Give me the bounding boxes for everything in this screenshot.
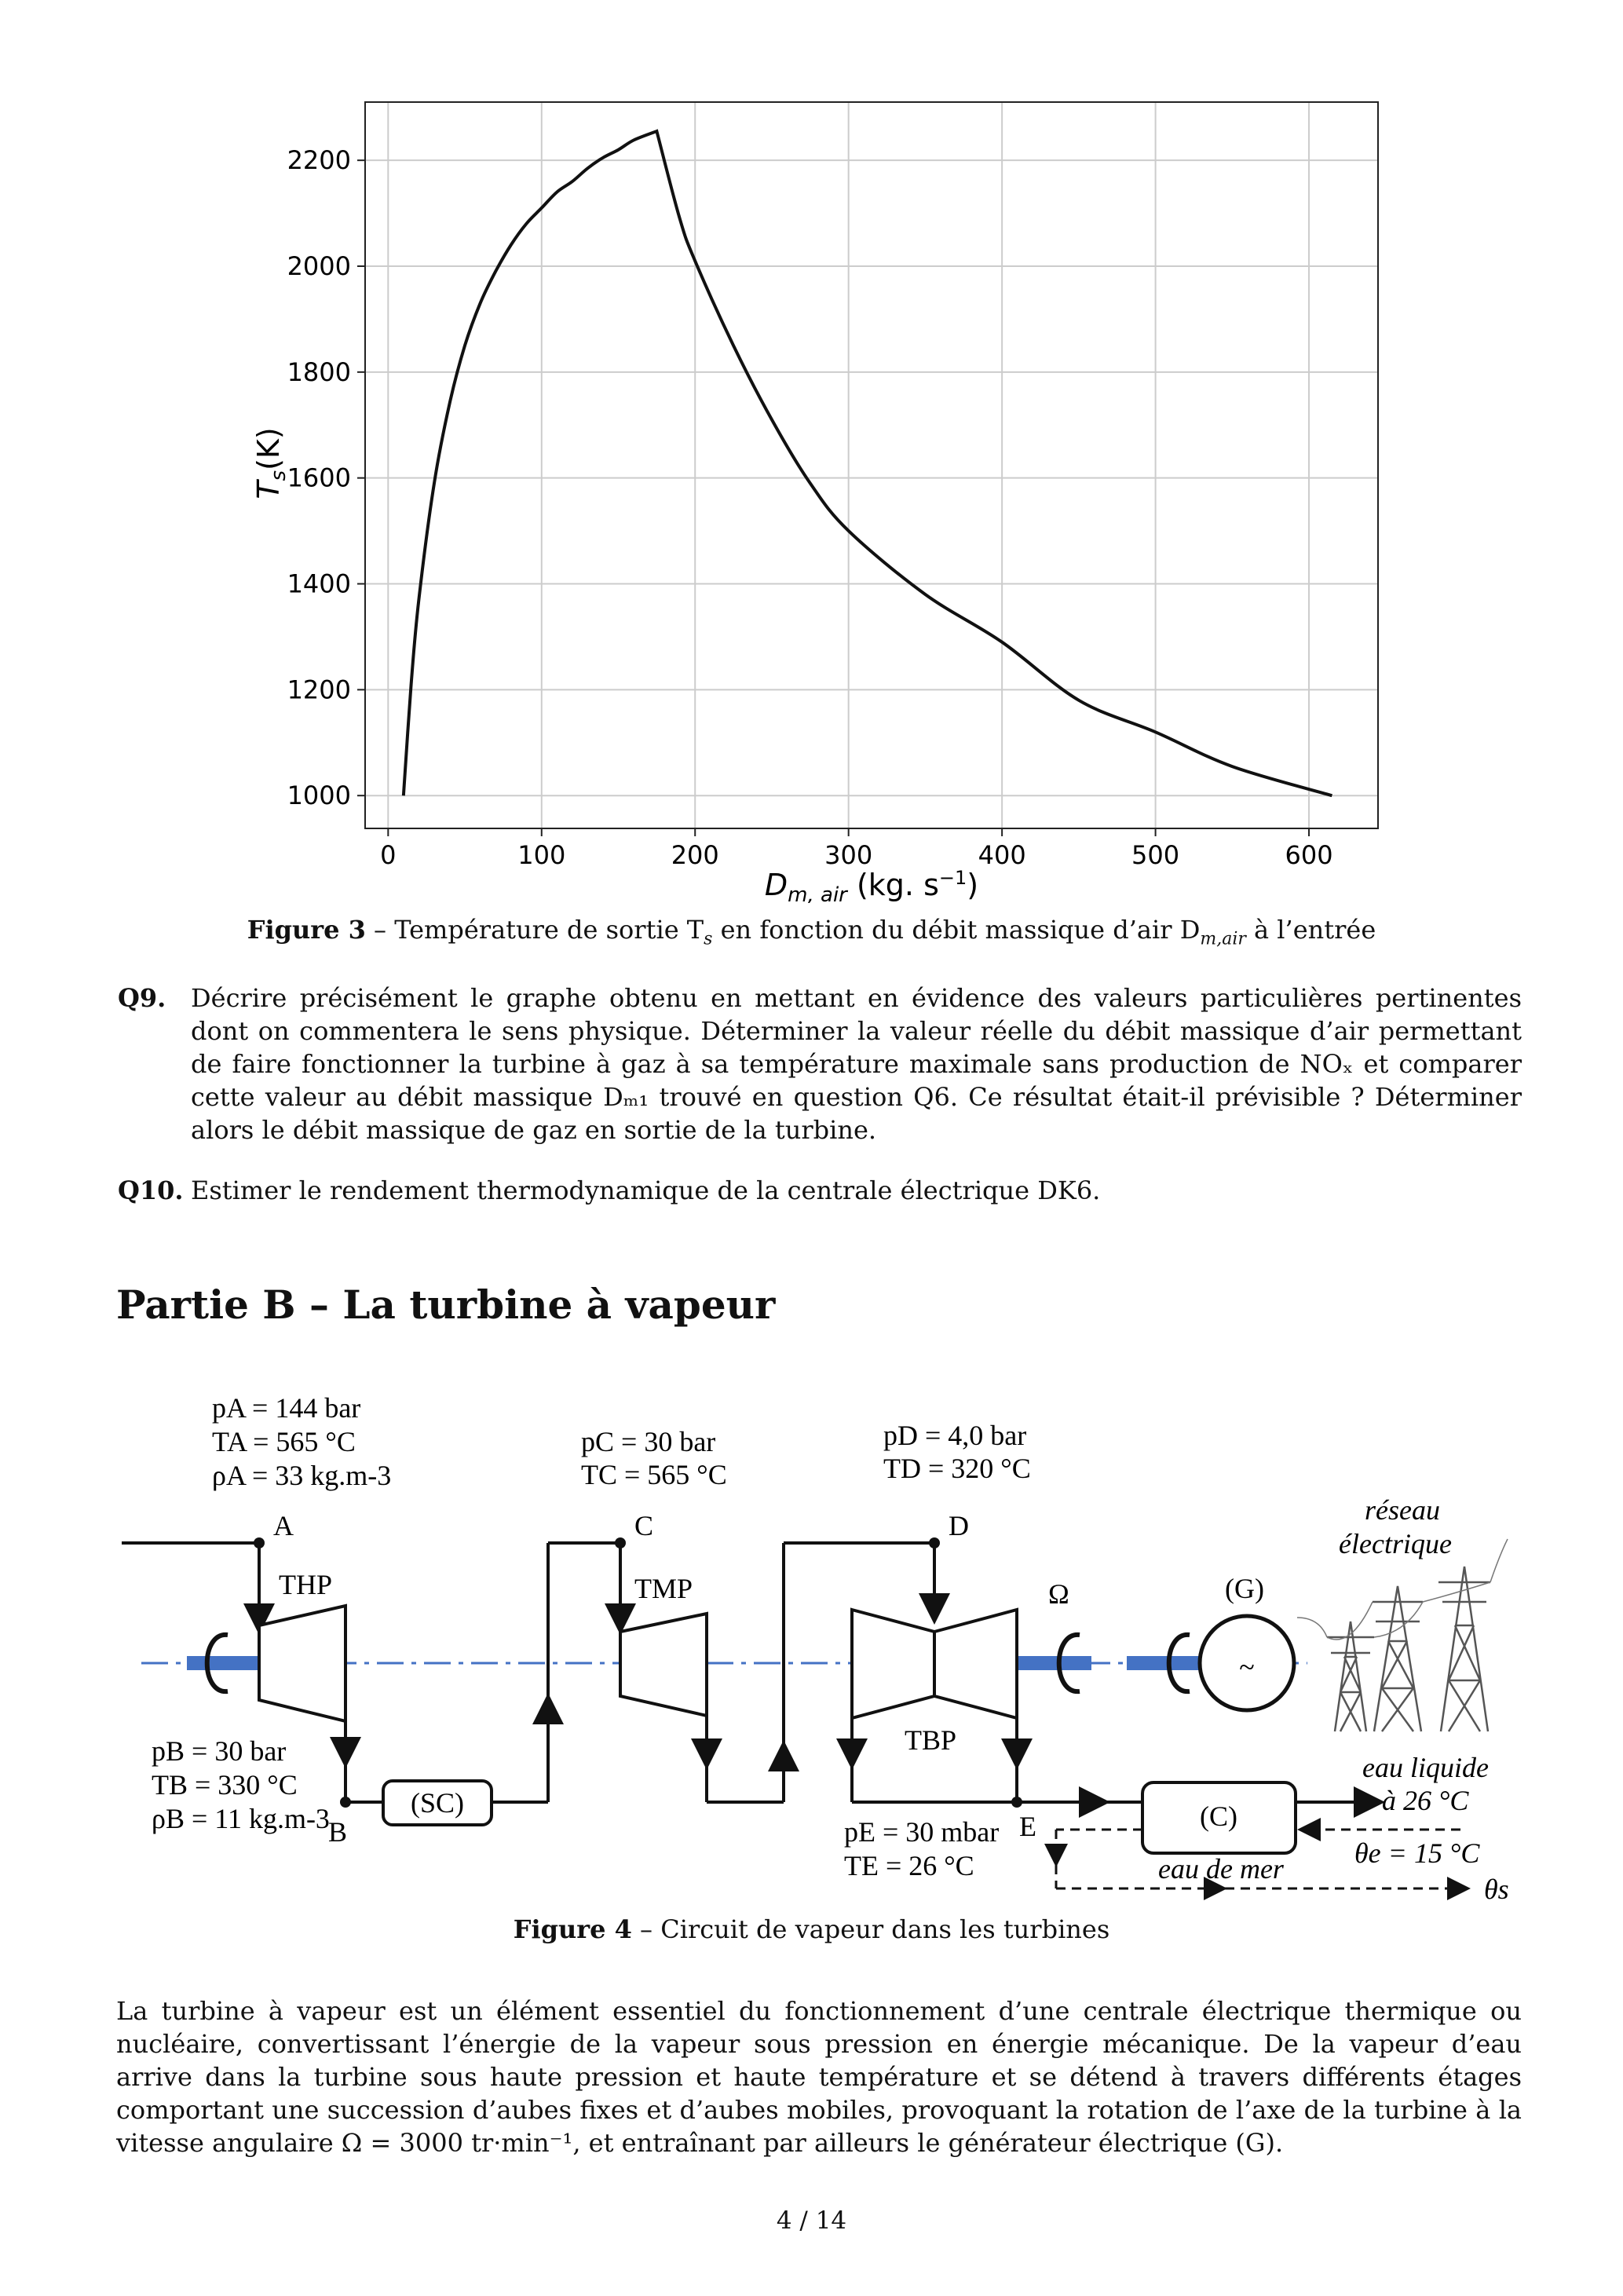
shaft-segment — [187, 1656, 259, 1670]
point-E: E — [1019, 1811, 1036, 1842]
label-reseau: réseau — [1365, 1494, 1440, 1526]
x-tick-label: 300 — [824, 840, 873, 870]
x-tick-label: 400 — [978, 840, 1026, 870]
label-pA: pA = 144 bar — [212, 1392, 361, 1424]
label-pE: pE = 30 mbar — [844, 1816, 1000, 1848]
page-number: 4 / 14 — [776, 2206, 847, 2235]
label-TB: TB = 330 °C — [152, 1769, 298, 1801]
x-axis-label: $D_{m, air}$ (kg. $s^{-1}$) — [764, 867, 979, 903]
y-tick-label: 1600 — [287, 462, 351, 493]
figure3-caption: Figure 3 – Température de sortie $T_s$ en fonction du débit massique d’air $D_{m,air}$ à l’entrée — [247, 915, 1376, 949]
label-eau-liquide: eau liquide — [1362, 1752, 1489, 1783]
power-pylon-icon — [1297, 1539, 1508, 1731]
question-label: Q10. — [118, 1175, 184, 1205]
label-TBP: TBP — [905, 1724, 957, 1756]
shaft-segment — [1017, 1656, 1091, 1670]
label-theta-e: θe = 15 °C — [1354, 1837, 1480, 1869]
label-rhoB: ρB = 11 kg.m-3 — [152, 1803, 330, 1834]
label-TE: TE = 26 °C — [844, 1850, 974, 1881]
figure3-label: Figure 3 — [247, 915, 366, 945]
turbine-thp — [259, 1606, 345, 1721]
x-tick-label: 500 — [1131, 840, 1180, 870]
point-D: D — [949, 1510, 969, 1541]
point-A: A — [273, 1510, 294, 1541]
label-SC: (SC) — [410, 1787, 465, 1819]
ts-curve — [404, 131, 1332, 795]
figure4-label: Figure 4 — [513, 1914, 632, 1944]
question-text: Décrire précisément le graphe obtenu en mettant en évidence des valeurs particulières pertinentes dont on commentera le sens physique. Déterminer la valeur réelle du débit massique d’air permettant de faire fonctionner la turbine à gaz à sa température maximale sans production de NOₓ et comparer cette valeur au débit massique Dₘ₁ trouvé en question Q6. Ce résultat était-il prévisible ? Déterminer alors le débit massique de gaz en sortie de la turbine. — [191, 983, 1522, 1145]
label-TC: TC = 565 °C — [581, 1459, 727, 1490]
plot-frame — [365, 102, 1378, 828]
y-tick-label: 1000 — [287, 781, 351, 811]
point-B: B — [328, 1816, 348, 1848]
part-title: Partie B – La turbine à vapeur — [116, 1281, 776, 1328]
label-a26: à 26 °C — [1382, 1785, 1469, 1816]
label-TD: TD = 320 °C — [883, 1453, 1031, 1484]
question-q9 — [0, 982, 1623, 1154]
y-tick-label: 1200 — [287, 675, 351, 705]
figure4-caption: Figure 4 – Circuit de vapeur dans les turbines — [513, 1914, 1110, 1944]
ac-symbol: ~ — [1239, 1651, 1255, 1683]
x-tick-label: 0 — [380, 840, 397, 870]
turbine-tbp — [934, 1610, 1017, 1718]
x-tick-label: 200 — [671, 840, 719, 870]
label-electrique: électrique — [1339, 1528, 1452, 1559]
x-tick-label: 100 — [517, 840, 566, 870]
turbine-tbp — [852, 1610, 934, 1718]
turbine-tmp — [620, 1614, 707, 1716]
point-C: C — [634, 1510, 654, 1541]
body-paragraph: La turbine à vapeur est un élément essentiel du fonctionnement d’une centrale électrique thermique ou nucléaire, convertissant l’énergie de la vapeur sous pression en énergie mécanique. De la vapeur d’eau arrive dans la turbine sous haute pression et haute température et se détend à travers différents étages comportant une succession d’aubes fixes et d’aubes mobiles, provoquant la rotation de l’axe de la turbine à la vitesse angulaire Ω = 3000 tr·min⁻¹, et entraînant par ailleurs le générateur électrique (G). — [116, 1996, 1522, 2158]
label-pB: pB = 30 bar — [152, 1735, 287, 1767]
question-text: Estimer le rendement thermodynamique de la centrale électrique DK6. — [191, 1175, 1101, 1205]
label-pC: pC = 30 bar — [581, 1426, 716, 1457]
steam-circuit-diagram — [0, 1382, 1623, 1916]
y-tick-label: 2200 — [287, 145, 351, 176]
label-theta-s: θs — [1484, 1874, 1509, 1905]
y-tick-label: 1800 — [287, 356, 351, 387]
label-Cond: (C) — [1200, 1801, 1237, 1832]
y-axis-label: $T_s(K)$ — [251, 427, 291, 499]
shaft-segment — [1127, 1656, 1201, 1670]
label-omega: Ω — [1048, 1578, 1069, 1610]
question-label: Q9. — [118, 983, 166, 1013]
label-rhoA: ρA = 33 kg.m-3 — [212, 1460, 392, 1491]
question-q10 — [0, 1174, 1623, 1213]
x-tick-label: 600 — [1285, 840, 1333, 870]
label-THP: THP — [279, 1569, 333, 1600]
ts-vs-dmair-chart — [0, 0, 1623, 903]
label-TA: TA = 565 °C — [212, 1426, 356, 1457]
y-tick-label: 1400 — [287, 569, 351, 599]
label-pD: pD = 4,0 bar — [883, 1420, 1027, 1451]
y-tick-label: 2000 — [287, 251, 351, 282]
label-G: (G) — [1225, 1573, 1264, 1604]
label-eau-mer: eau de mer — [1158, 1853, 1284, 1885]
label-TMP: TMP — [634, 1573, 693, 1604]
